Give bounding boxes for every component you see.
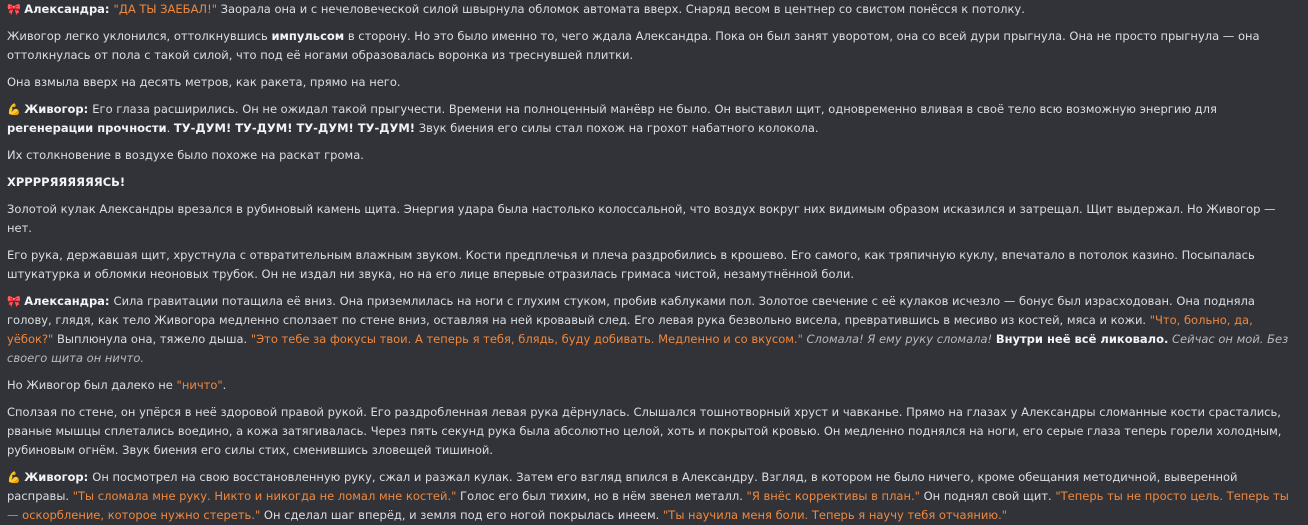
bold-text: Александра: <box>24 2 114 16</box>
message-paragraph <box>7 468 1300 525</box>
quote-text: "Теперь ты не просто цель. Теперь ты — оскорбление, которое нужно стереть." <box>7 489 1289 522</box>
bold-text: ХРРРРЯЯЯЯЯЯСЬ! <box>7 175 126 189</box>
message-paragraph <box>7 146 1300 165</box>
narration-text: Он посмотрел на свою восстановленную руку, сжал и разжал кулак. Затем его взгляд впился в Александру. Взгляд, в котором не было ничего, кроме обещания методичной, выверенной расправы. <box>7 470 1238 503</box>
narration-text: . <box>222 378 227 392</box>
narration-text: Он поднял свой щит. <box>919 489 1056 503</box>
bold-text: импульсом <box>271 29 345 43</box>
narration-text: Но Живогор был далеко не <box>7 378 177 392</box>
message-paragraph <box>7 0 1300 19</box>
narration-text: Выплюнула она, тяжело дыша. <box>53 332 251 346</box>
message-paragraph <box>7 100 1300 138</box>
bold-text: Александра: <box>24 294 114 308</box>
message-paragraph <box>7 292 1300 368</box>
quote-text: "ничто" <box>176 378 223 392</box>
narration-text: Она взмыла вверх на десять метров, как ракета, прямо на него. <box>7 75 401 89</box>
narration-text: Золотой кулак Александры врезался в рубиновый камень щита. Энергия удара была настолько колоссальной, что воздух вокруг них видимым образом исказился и затрещал. Щит выдержал. Но Живогор — нет. <box>7 202 1276 235</box>
narration-text: Сползая по стене, он упёрся в неё здоровой правой рукой. Его раздробленная левая рука дёрнулась. Слышался тошнотворный хруст и чавканье. Прямо на глазах у Александры сломанные кости срастались, рваные мышцы сплетались воедино, а кожа затягивалась. Через пять секунд рука была абсолютно целой, хоть и покрытой кровью. Он медленно поднялся на ноги, его серые глаза теперь горели холодным, рубиновым огнём. Звук биения его силы стих, сменившись зловещей тишиной. <box>7 405 1282 457</box>
narration-text: . <box>166 121 174 135</box>
narration-text: в сторону. Но это было именно то, чего ждала Александра. Пока он был занят уворотом, она со всей дури прыгнула. Она не просто прыгнула — она оттолкнулась от пола с такой силой, что под её ногами образовалась воронка из треснувшей плитки. <box>7 29 1260 62</box>
message-paragraph <box>7 173 1300 192</box>
bold-text: ТУ-ДУМ! ТУ-ДУМ! ТУ-ДУМ! ТУ-ДУМ! <box>173 121 416 135</box>
bow-icon: 🎀 <box>7 295 25 308</box>
narration-text: Его глаза расширились. Он не ожидал такой прыгучести. Времени на полноценный манёвр не было. Он выставил щит, одновременно вливая в своё тело всю возможную энергию для <box>92 102 1217 116</box>
flexed-arm-icon: 💪 <box>7 103 25 116</box>
bold-text: Живогор: <box>24 102 93 116</box>
narration-text: Их столкновение в воздухе было похоже на раскат грома. <box>7 148 364 162</box>
quote-text: "Я внёс коррективы в план." <box>746 489 920 503</box>
message-paragraph <box>7 27 1300 65</box>
quote-text: "Ты сломала мне руку. Никто и никогда не ломал мне костей." <box>72 489 457 503</box>
quote-text: "Ты научила меня боли. Теперь я научу тебя отчаянию." <box>663 508 1008 522</box>
message-paragraph <box>7 376 1300 395</box>
message-paragraph <box>7 200 1300 238</box>
quote-text: "Это тебе за фокусы твои. А теперь я тебя, блядь, буду добивать. Медленно и со вкусом." <box>250 332 803 346</box>
quote-text: "ДА ТЫ ЗАЕБАЛ!" <box>113 2 217 16</box>
narration-text: Голос его был тихим, но в нём звенел металл. <box>456 489 747 503</box>
thought-text: Сломала! Я ему руку сломала! <box>806 332 993 346</box>
narration-text: Заорала она и с нечеловеческой силой швырнула обломок автомата вверх. Снаряд весом в центнер со свистом понёсся к потолку. <box>216 2 1025 16</box>
bold-text: Внутри неё всё ликовало. <box>995 332 1169 346</box>
message-paragraph <box>7 246 1300 284</box>
message-paragraph <box>7 73 1300 92</box>
narration-text: Звук биения его силы стал похож на грохот набатного колокола. <box>415 121 819 135</box>
bold-text: регенерации прочности <box>7 121 167 135</box>
quote-text: "Что, больно, да, уёбок?" <box>7 313 1253 346</box>
message-paragraph <box>7 403 1300 460</box>
narration-text: Его рука, державшая щит, хрустнула с отвратительным влажным звуком. Кости предплечья и плеча раздробились в крошево. Его самого, как тряпичную куклу, впечатало в потолок казино. Посыпалась штукатурка и обломки неоновых трубок. Он не издал ни звука, но на его лице впервые отразилась гримаса чистой, незамутнённой боли. <box>7 248 1255 281</box>
bow-icon: 🎀 <box>7 3 25 16</box>
narration-text: Он сделал шаг вперёд, и земля под его ногой покрылась инеем. <box>260 508 663 522</box>
thought-text: Сейчас он мой. Без своего щита он ничто. <box>7 332 1289 365</box>
narration-text: Живогор легко уклонился, оттолкнувшись <box>7 29 272 43</box>
bold-text: Живогор: <box>24 470 93 484</box>
narration-text: Сила гравитации потащила её вниз. Она приземлилась на ноги с глухим стуком, пробив каблуками пол. Золотое свечение с её кулаков исчезло — бонус был израсходован. Она подняла голову, глядя, как тело Живогора медленно сползает по стене вниз, оставляя на ней кровавый след. Его левая рука безвольно висела, превратившись в месиво из костей, мяса и кожи. <box>7 294 1255 327</box>
flexed-arm-icon: 💪 <box>7 471 25 484</box>
